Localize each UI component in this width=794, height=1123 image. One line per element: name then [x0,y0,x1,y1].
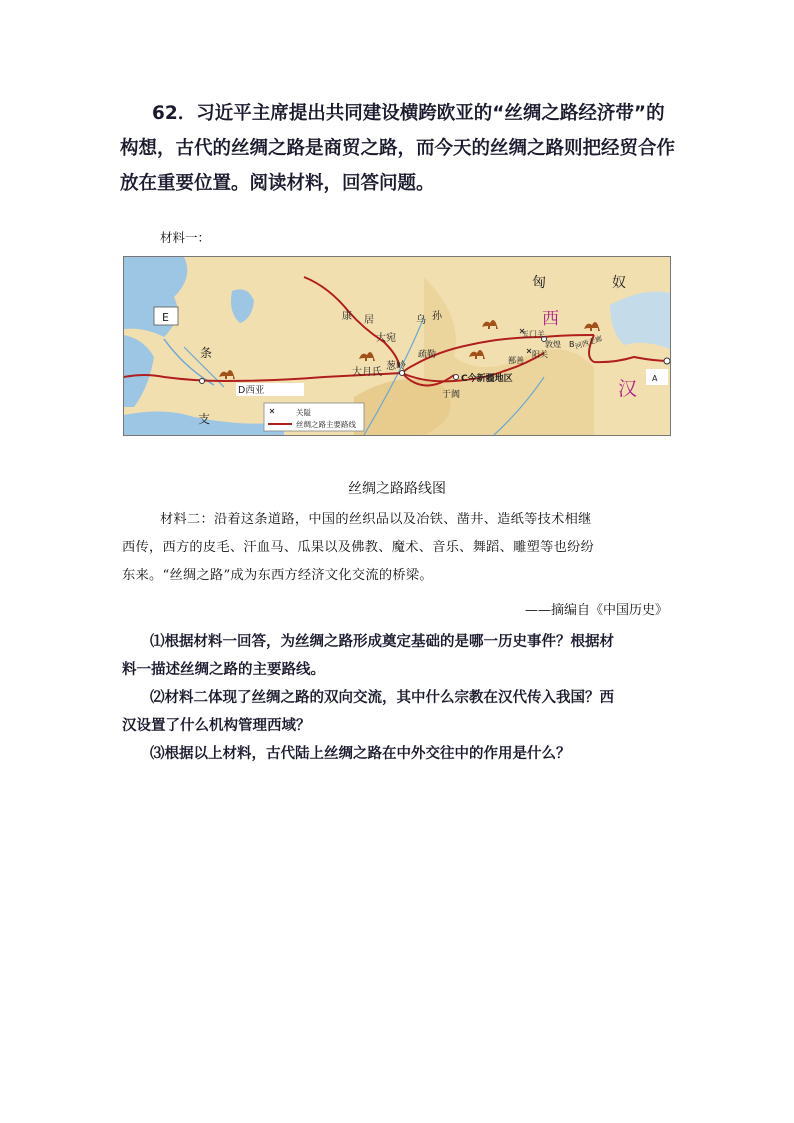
material-2-line-3: 东来。“丝绸之路”成为东西方经济文化交流的桥梁。 [122,568,433,583]
question-line-3: 放在重要位置。阅读材料，回答问题。 [120,173,435,194]
map-caption: 丝绸之路路线图 [348,481,446,497]
map-label-yangguan: 阳关 [532,350,548,359]
map-label-kang: 康 [342,311,352,322]
material-1-label: 材料一： [160,230,211,245]
legend-route-label: 丝绸之路主要路线 [296,420,356,429]
map-label-shule: 疏勒 [418,350,437,360]
question-line-2: 构想，古代的丝绸之路是商贸之路，而今天的丝绸之路则把经贸合作 [120,138,676,159]
map-label-shanshan: 鄯善 [508,356,524,365]
map-label-dawan: 大宛 [376,333,396,344]
map-label-e: E [162,311,169,324]
question-1-line-1: ⑴根据材料一回答，为丝绸之路形成奠定基础的是哪一历史事件？根据材 [150,634,614,650]
material-2 [122,506,670,590]
map-label-dxiya: D西亚 [238,385,265,396]
map-label-xiongnu-1: 匈 [532,275,546,291]
map-label-ju: 居 [364,315,374,326]
silk-road-map [123,256,671,436]
legend-pass-label: 关隘 [296,408,311,417]
question-line-1: 62．习近平主席提出共同建设横跨欧亚的“丝绸之路经济带”的 [152,103,665,124]
map-label-a: A [652,374,658,383]
map-label-congling: 葱岭 [386,361,406,372]
sub-questions [122,628,682,768]
map-label-xiongnu-2: 奴 [612,275,626,291]
map-label-dayuezhi: 大月氏 [352,367,382,378]
question-1-line-2: 料一描述丝绸之路的主要路线。 [122,662,325,678]
map-label-zhi: 支 [198,412,211,426]
city-a [664,358,670,364]
map-label-b: B [569,340,575,349]
city-seleucia [200,379,205,384]
map-label-sun: 孙 [432,311,442,322]
map-label-yutian: 于阗 [442,390,461,400]
map-label-yumenguan: 玉门关 [521,330,545,339]
map-label-tiao: 条 [200,346,213,360]
map-label-wu: 乌 [416,315,426,326]
map-label-xi: 西 [542,309,559,329]
city-shule-south [454,375,459,380]
question-62 [120,96,680,201]
map-label-dunhuang: 敦煌 [545,340,561,349]
question-3: ⑶根据以上材料，古代陆上丝绸之路在中外交往中的作用是什么？ [150,746,571,762]
question-2-line-1: ⑵材料二体现了丝绸之路的双向交流，其中什么宗教在汉代传入我国？西 [150,690,614,706]
material-2-line-2: 西传，西方的皮毛、汗血马、瓜果以及佛教、魔术、音乐、舞蹈、雕塑等也纷纷 [122,540,595,555]
map-label-cxinjiang: C今新疆地区 [461,374,513,384]
question-2-line-2: 汉设置了什么机构管理西域？ [122,718,311,734]
material-2-line-1: 材料二：沿着这条道路，中国的丝织品以及冶铁、凿井、造纸等技术相继 [160,512,592,527]
map-label-hexi: 河西走廊 [574,334,604,351]
source-citation: ——摘编自《中国历史》 [524,603,668,618]
map-label-han: 汉 [618,378,638,400]
